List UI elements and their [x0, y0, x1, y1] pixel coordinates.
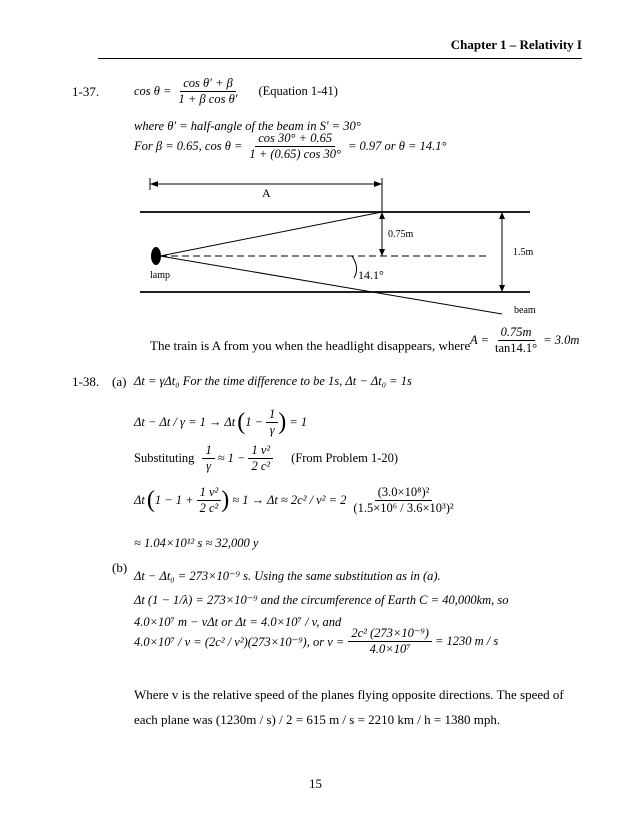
result-a: A = $\frac{0.75m}{\tan 14.1^\circ}$ = 3.0m: [470, 325, 580, 355]
eq-reference: (Equation 1-41): [258, 84, 338, 98]
gamma-equation: Δt − Δt / γ = 1 → Δt ( 1 − $\frac{1}{\gamma}$ ) = 1: [134, 407, 308, 437]
speed-equation: 4.0×10⁷ / v = (2c² / v²)(273×10⁻⁹), or v = $\frac{\text{2c² (273×10⁻⁹)}}{\text{4.0×10⁷}}$ = 1230 m / s: [134, 626, 499, 656]
half-angle-definition: where θ′ = half-angle of the beam in S′ = 30°: [134, 119, 361, 133]
label-a: A: [262, 186, 271, 200]
arrow-head-right: [374, 181, 382, 187]
problem-number-1-37: 1-37.: [72, 84, 100, 99]
label-075m: 0.75m: [388, 229, 414, 240]
result-years: ≈ 1.04×10¹² s ≈ 32,000 y: [134, 536, 259, 550]
time-dilation-line: Δt = γΔt₀ For the time difference to be 1s, Δt − Δt₀ = 1s: [134, 374, 412, 388]
label-beam: beam: [514, 305, 536, 316]
beam-ray-lower: [160, 256, 502, 314]
part-a-label: (a): [112, 374, 127, 389]
label-lamp: lamp: [150, 270, 170, 281]
part-b-line2: Δt (1 − 1/λ) = 273×10⁻⁹ and the circumference of Earth C = 40,000km, so: [134, 593, 509, 607]
headlight-conclusion: The train is A from you when the headlight disappears, where: [150, 338, 471, 353]
page-number: 15: [309, 776, 322, 791]
part-b-text2: each plane was (1230m / s) / 2 = 615 m / s = 2210 km / h = 1380 mph.: [134, 712, 501, 727]
beam-diagram: [130, 178, 570, 318]
substitution-line: Substituting $\frac{1}{\gamma}$ ≈ 1 − $\frac{\text{1 v²}}{\text{2 c²}}$ (From Problem 1-20): [134, 443, 399, 473]
label-15m: 1.5m: [513, 247, 534, 258]
problem-number-1-38: 1-38.: [72, 374, 100, 389]
eq-lhs: cos θ =: [134, 84, 172, 98]
chapter-title: Chapter 1 – Relativity I: [450, 37, 582, 52]
beta-substitution: For β = 0.65, cos θ = $\frac{\cos 30^\circ + 0.65}{1 + (0.65) \cos 30^\circ}$ = 0.97 or θ = 14.1°: [134, 131, 447, 161]
part-b-text1: Where v is the relative speed of the planes flying opposite directions. The speed of: [134, 687, 564, 702]
header-rule: [98, 58, 582, 59]
eq-fraction: $\frac{\text{cos θ′ + β}}{\text{1 + β cos θ′}}$: [178, 76, 238, 106]
beam-ray-upper: [160, 212, 382, 256]
label-angle: 14.1°: [358, 268, 384, 282]
arrow-head-left: [150, 181, 158, 187]
approximation-line: Δt ( 1 − 1 + $\frac{\text{1 v²}}{\text{2 c²}}$ ) ≈ 1 → Δt ≈ 2c² / v² = 2 $\frac{\text{(3.0×10⁸)²}}{\text{(1.5×10⁶ / 3.6×10³)²}}$: [134, 485, 454, 515]
lamp-shape: [151, 247, 161, 265]
part-b-label: (b): [112, 560, 128, 575]
equation-1-41: [134, 76, 338, 107]
part-b-line1: Δt − Δt₀ = 273×10⁻⁹ s. Using the same substitution as in (a).: [134, 569, 441, 583]
part-b-line3: 4.0×10⁷ m − vΔt or Δt = 4.0×10⁷ / v, and: [134, 615, 342, 629]
angle-arc: [352, 256, 357, 278]
